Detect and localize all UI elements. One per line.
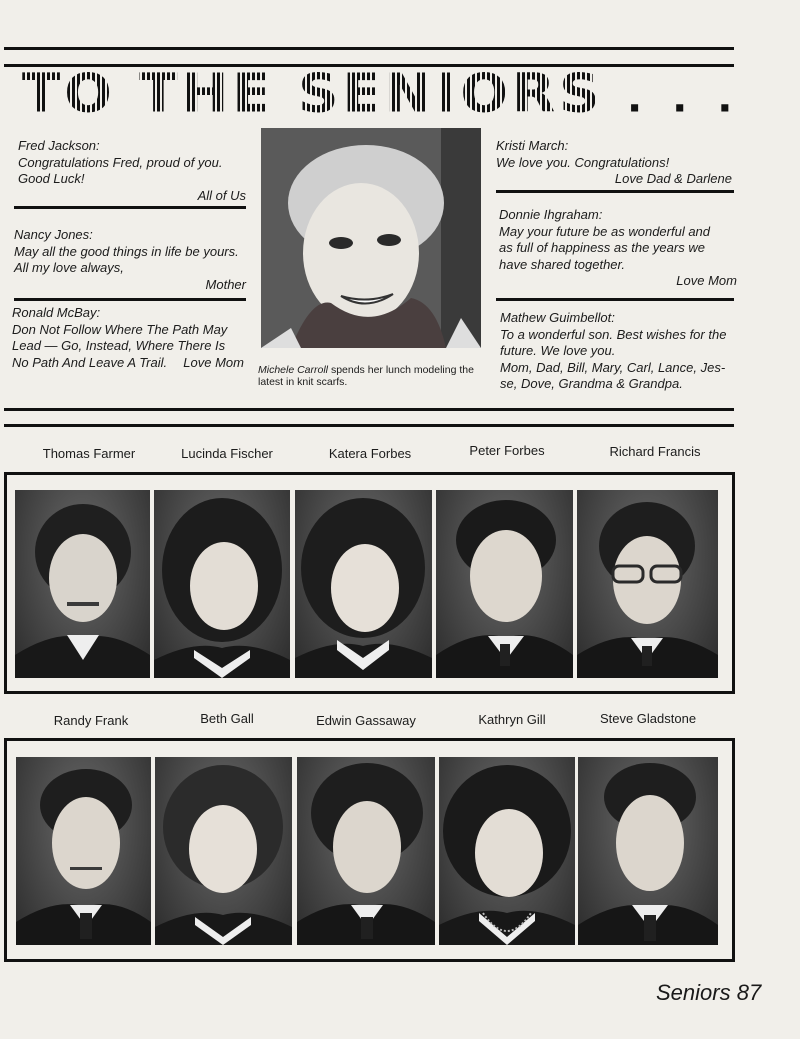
caption-name: Michele Carroll xyxy=(258,364,329,376)
message-line: have shared together. xyxy=(499,256,625,272)
message-recipient: Mathew Guimbellot: xyxy=(500,310,615,325)
message-recipient: Donnie Ihgraham: xyxy=(499,207,603,222)
message-ronald-mcbay xyxy=(12,305,244,372)
senior-portrait xyxy=(436,490,573,678)
message-mathew-guimbellot xyxy=(500,310,738,393)
senior-portrait xyxy=(15,490,150,678)
senior-name: Kathryn Gill xyxy=(478,712,546,727)
divider xyxy=(496,190,734,193)
senior-portrait xyxy=(439,757,575,945)
portrait-image xyxy=(15,490,150,678)
divider xyxy=(14,298,246,301)
message-recipient: Ronald McBay: xyxy=(12,305,101,320)
middle-rule xyxy=(4,408,734,411)
message-line: To a wonderful son. Best wishes for the xyxy=(500,326,727,342)
message-recipient: Nancy Jones: xyxy=(14,227,93,242)
title-main: TO THE SENIORS xyxy=(22,63,604,125)
portrait-image xyxy=(578,757,718,945)
senior-portrait xyxy=(154,490,290,678)
senior-name: Katera Forbes xyxy=(328,446,412,461)
senior-name: Thomas Farmer xyxy=(42,446,136,461)
candid-photo xyxy=(261,128,481,348)
message-line: All my love always, xyxy=(14,260,124,275)
message-signature: All of Us xyxy=(197,187,246,203)
footer-page-number: 87 xyxy=(736,980,762,1005)
caption-text: spends her lunch modeling the latest in knit scarfs. xyxy=(258,364,474,388)
page-title xyxy=(22,63,741,125)
message-kristi-march xyxy=(496,138,732,188)
message-line: Good Luck! xyxy=(18,171,85,186)
message-line: Mom, Dad, Bill, Mary, Carl, Lance, Jes- xyxy=(500,359,726,375)
divider xyxy=(496,298,734,301)
senior-name: Richard Francis xyxy=(609,444,701,459)
candid-photo-image xyxy=(261,128,481,348)
photo-caption xyxy=(258,364,490,388)
portrait-image xyxy=(436,490,573,678)
message-line: We love you. Congratulations! xyxy=(496,154,670,170)
message-line: Don Not Follow Where The Path May xyxy=(12,321,228,337)
senior-name: Peter Forbes xyxy=(469,443,545,458)
message-fred-jackson xyxy=(18,138,246,204)
message-signature: Mother xyxy=(205,276,246,292)
portrait-image xyxy=(295,490,432,678)
message-signature: Love Mom xyxy=(676,273,737,288)
divider xyxy=(14,206,246,209)
footer-section: Seniors xyxy=(656,980,731,1005)
top-rule xyxy=(4,47,734,50)
message-recipient: Fred Jackson: xyxy=(18,138,100,153)
senior-portrait xyxy=(16,757,151,945)
message-line: as full of happiness as the years we xyxy=(499,240,705,255)
message-signature: Love Dad & Darlene xyxy=(614,171,732,186)
portrait-image xyxy=(16,757,151,945)
message-line: May your future be as wonderful and xyxy=(499,223,711,239)
portrait-image xyxy=(154,490,290,678)
senior-name: Randy Frank xyxy=(53,713,129,728)
message-donnie-ihgraham xyxy=(499,207,737,290)
senior-portrait xyxy=(295,490,432,678)
portrait-image xyxy=(297,757,435,945)
senior-name: Beth Gall xyxy=(200,711,254,726)
portrait-image xyxy=(577,490,718,678)
message-line: No Path And Leave A Trail. xyxy=(12,354,168,370)
senior-name: Steve Gladstone xyxy=(599,711,697,726)
portrait-image xyxy=(439,757,575,945)
senior-name: Edwin Gassaway xyxy=(316,713,416,728)
portrait-image xyxy=(155,757,292,945)
title-dots: . . . xyxy=(626,77,741,122)
senior-portrait xyxy=(155,757,292,945)
message-signature: Love Mom xyxy=(183,355,244,370)
message-line: se, Dove, Grandma & Grandpa. xyxy=(500,376,683,391)
message-line: Congratulations Fred, proud of you. xyxy=(18,154,223,170)
message-recipient: Kristi March: xyxy=(496,138,569,153)
senior-portrait xyxy=(578,757,718,945)
message-nancy-jones xyxy=(14,227,246,293)
message-line: Lead — Go, Instead, Where There Is xyxy=(12,338,226,353)
message-line: May all the good things in life be yours. xyxy=(14,243,239,259)
page-footer xyxy=(656,980,761,1006)
senior-portrait xyxy=(577,490,718,678)
senior-portrait xyxy=(297,757,435,945)
message-line: future. We love you. xyxy=(500,343,616,358)
senior-name: Lucinda Fischer xyxy=(181,446,273,461)
middle-rule-2 xyxy=(4,424,734,427)
